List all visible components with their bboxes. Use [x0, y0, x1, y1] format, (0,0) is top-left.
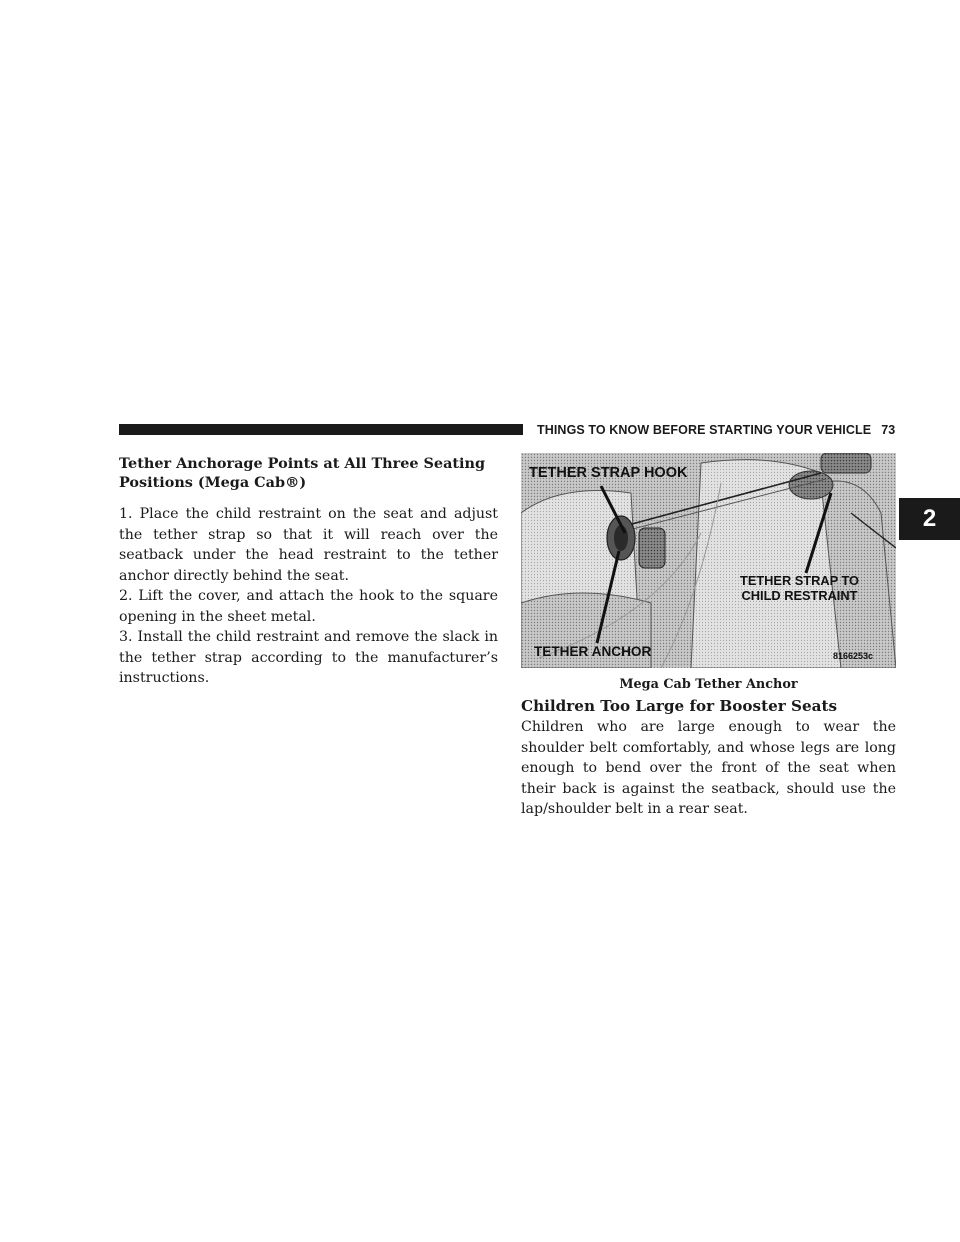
tether-anchor-figure	[521, 453, 896, 668]
section-body-wrapper	[521, 717, 896, 820]
header-title: THINGS TO KNOW BEFORE STARTING YOUR VEHICLE	[537, 423, 872, 437]
seat-illustration	[521, 453, 896, 668]
figure-code: 8166253c	[833, 651, 874, 661]
callout-strap-line2: CHILD RESTRAINT	[741, 588, 858, 603]
chapter-tab: 2	[899, 498, 960, 540]
callout-tether-strap-hook: TETHER STRAP HOOK	[529, 465, 688, 481]
header-rule	[119, 424, 523, 435]
subheading	[119, 454, 498, 492]
running-header	[537, 423, 895, 437]
subheading-line2: Positions (Mega Cab®)	[119, 474, 307, 491]
section-body: Children who are large enough to wear the shoulder belt comfortably, and whose legs are long enough to bend over the front of the seat when their back is against the seatback, should use the lap/shoulder belt in a rear seat.	[521, 719, 896, 817]
callout-tether-strap-to-child-restraint	[740, 573, 859, 603]
callout-strap-line1: TETHER STRAP TO	[740, 573, 859, 588]
section-heading: Children Too Large for Booster Seats	[521, 697, 838, 715]
callout-tether-anchor: TETHER ANCHOR	[534, 644, 652, 659]
left-column	[119, 454, 498, 689]
step-3: 3. Install the child restraint and remove the slack in the tether strap according to the manufacturer’s instructions.	[119, 629, 498, 686]
subheading-line1: Tether Anchorage Points at All Three Seating	[119, 455, 486, 472]
step-1: 1. Place the child restraint on the seat and adjust the tether strap so that it will reach over the seatback under the head restraint to the tether anchor directly behind the seat.	[119, 506, 498, 584]
page-number: 73	[881, 423, 896, 437]
step-2: 2. Lift the cover, and attach the hook to the square opening in the sheet metal.	[119, 588, 498, 625]
figure-caption: Mega Cab Tether Anchor	[619, 677, 798, 692]
